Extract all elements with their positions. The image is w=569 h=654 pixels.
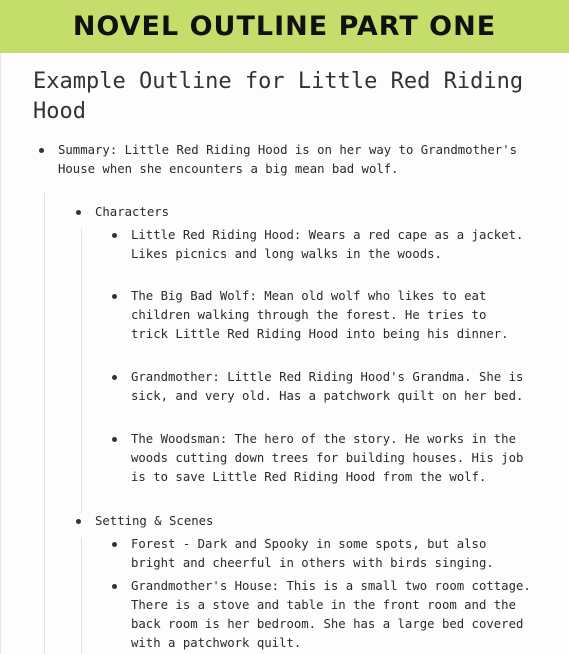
character-woodsman: The Woodsman: The hero of the story. He works in the woods cutting down trees for building houses. His job is to save Little Red Riding Hood from the wolf. — [131, 432, 524, 484]
header-banner — [0, 0, 569, 53]
section-heading-setting-scenes: Setting & Scenes — [95, 514, 214, 528]
bullet-character-3 — [112, 375, 117, 380]
summary-text: Summary: Little Red Riding Hood is on her way to Grandmother's House when she encounters a big mean bad wolf. — [58, 143, 518, 176]
indent-guide-settings — [81, 538, 82, 654]
character-grandmother: Grandmother: Little Red Riding Hood's Grandma. She is sick, and very old. Has a patchwork quilt on her bed. — [131, 370, 524, 403]
bullet-character-2 — [112, 294, 117, 299]
indent-guide-level-1 — [44, 193, 45, 654]
document-page — [0, 53, 569, 654]
banner-title: NOVEL OUTLINE PART ONE — [72, 11, 497, 42]
bullet-character-1 — [112, 233, 117, 238]
bullet-character-4 — [112, 437, 117, 442]
bullet-summary — [39, 148, 44, 153]
character-little-red-riding-hood: Little Red Riding Hood: Wears a red cape as a jacket. Likes picnics and long walks in the woods. — [131, 228, 524, 261]
section-heading-characters: Characters — [95, 205, 170, 219]
setting-forest: Forest - Dark and Spooky in some spots, but also bright and cheerful in others with birds singing. — [131, 537, 494, 570]
bullet-setting-1 — [112, 542, 117, 547]
bullet-characters — [76, 210, 81, 215]
setting-grandmothers-house: Grandmother's House: This is a small two room cottage. There is a stove and table in the front room and the back room is her bedroom. She has a large bed covered with a patchwork quilt. — [131, 579, 531, 650]
document-title: Example Outline for Little Red Riding Hood — [33, 69, 524, 124]
bullet-setting-scenes — [76, 519, 81, 524]
character-big-bad-wolf: The Big Bad Wolf: Mean old wolf who likes to eat children walking through the forest. He tries to trick Little Red Riding Hood into being his dinner. — [131, 289, 509, 341]
indent-guide-characters — [81, 228, 82, 513]
bullet-setting-2 — [112, 584, 117, 589]
